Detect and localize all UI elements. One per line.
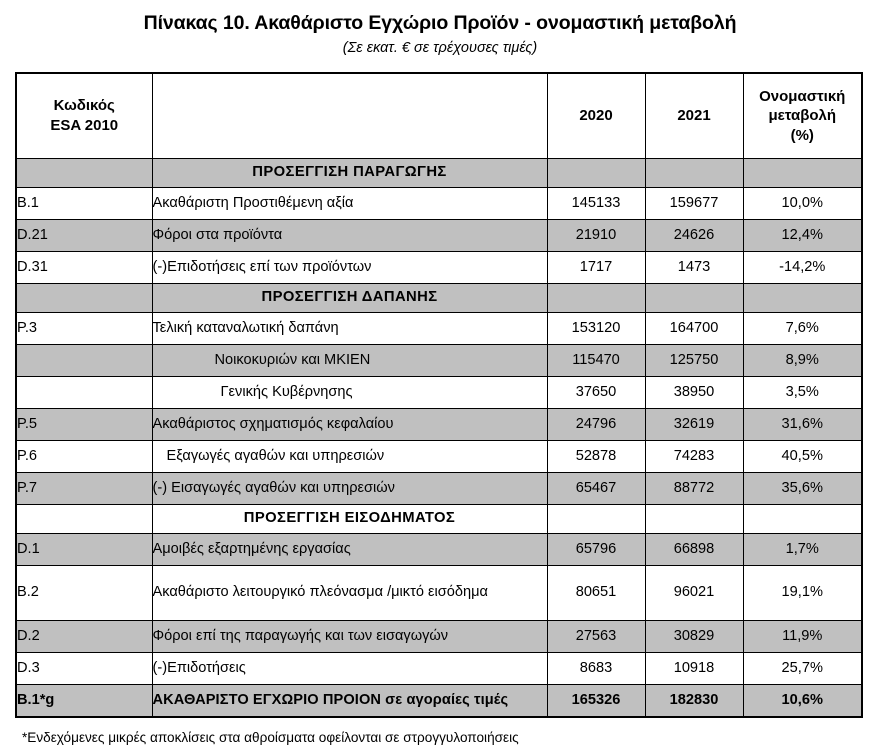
title-block xyxy=(0,0,880,58)
table-row xyxy=(16,440,862,472)
table-row xyxy=(16,251,862,283)
header-change-line1: Ονομαστική xyxy=(759,87,846,105)
cell-value-2021: 32619 xyxy=(645,408,743,440)
cell-value-2021 xyxy=(645,504,743,533)
cell-value-2020: 115470 xyxy=(547,344,645,376)
cell-value-2021: 10918 xyxy=(645,652,743,684)
cell-value-2020 xyxy=(547,283,645,312)
page-title: Πίνακας 10. Ακαθάριστο Εγχώριο Προϊόν - ονομαστική μεταβολή xyxy=(143,12,737,34)
cell-value-change: 10,6% xyxy=(743,684,862,717)
cell-value-2021: 24626 xyxy=(645,219,743,251)
cell-code xyxy=(16,376,152,408)
cell-code: D.1 xyxy=(16,533,152,565)
cell-value-change: 12,4% xyxy=(743,219,862,251)
table-header-row xyxy=(16,73,862,159)
gdp-table xyxy=(15,72,863,718)
cell-value-2020 xyxy=(547,158,645,187)
cell-description: Τελική καταναλωτική δαπάνη xyxy=(152,312,547,344)
cell-value-change: -14,2% xyxy=(743,251,862,283)
cell-code: D.21 xyxy=(16,219,152,251)
cell-code: P.6 xyxy=(16,440,152,472)
table-row xyxy=(16,472,862,504)
cell-value-2020: 37650 xyxy=(547,376,645,408)
cell-code xyxy=(16,158,152,187)
cell-value-change: 31,6% xyxy=(743,408,862,440)
cell-description: Φόροι επί της παραγωγής και των εισαγωγών xyxy=(152,620,547,652)
cell-value-change: 10,0% xyxy=(743,187,862,219)
cell-value-2021: 125750 xyxy=(645,344,743,376)
cell-value-2021: 96021 xyxy=(645,565,743,620)
table-row xyxy=(16,187,862,219)
cell-description: Γενικής Κυβέρνησης xyxy=(152,376,547,408)
table-container xyxy=(15,72,863,718)
cell-value-change: 40,5% xyxy=(743,440,862,472)
table-section-row xyxy=(16,158,862,187)
cell-description: Νοικοκυριών και ΜΚΙΕΝ xyxy=(152,344,547,376)
cell-value-2020: 65796 xyxy=(547,533,645,565)
cell-code: B.1 xyxy=(16,187,152,219)
header-cell-code xyxy=(16,73,152,159)
cell-value-change: 1,7% xyxy=(743,533,862,565)
table-row xyxy=(16,312,862,344)
header-code-line1: Κωδικός xyxy=(53,97,115,115)
table-section-row xyxy=(16,504,862,533)
cell-value-2020: 153120 xyxy=(547,312,645,344)
cell-value-2020: 8683 xyxy=(547,652,645,684)
table-row xyxy=(16,344,862,376)
cell-value-change: 35,6% xyxy=(743,472,862,504)
cell-description: (-) Εισαγωγές αγαθών και υπηρεσιών xyxy=(152,472,547,504)
cell-value-2020: 80651 xyxy=(547,565,645,620)
cell-description: Ακαθάριστο λειτουργικό πλεόνασμα /μικτό εισόδημα xyxy=(152,565,547,620)
cell-value-change: 25,7% xyxy=(743,652,862,684)
table-row xyxy=(16,620,862,652)
cell-value-2020: 21910 xyxy=(547,219,645,251)
cell-value-2020: 165326 xyxy=(547,684,645,717)
cell-code: D.2 xyxy=(16,620,152,652)
cell-code: P.3 xyxy=(16,312,152,344)
cell-value-2021 xyxy=(645,283,743,312)
cell-value-2021: 38950 xyxy=(645,376,743,408)
cell-value-change xyxy=(743,158,862,187)
cell-value-2020: 24796 xyxy=(547,408,645,440)
cell-value-2021: 30829 xyxy=(645,620,743,652)
cell-code: D.31 xyxy=(16,251,152,283)
cell-value-2021: 1473 xyxy=(645,251,743,283)
table-row xyxy=(16,219,862,251)
cell-value-change: 3,5% xyxy=(743,376,862,408)
cell-description: ΑΚΑΘΑΡΙΣΤΟ ΕΓΧΩΡΙΟ ΠΡΟΙΟΝ σε αγοραίες τιμές xyxy=(152,684,547,717)
header-change-line3: (%) xyxy=(790,126,814,144)
table-row xyxy=(16,533,862,565)
table-row xyxy=(16,684,862,717)
cell-value-2021: 159677 xyxy=(645,187,743,219)
cell-description: Αμοιβές εξαρτημένης εργασίας xyxy=(152,533,547,565)
cell-code xyxy=(16,504,152,533)
cell-description: Ακαθάριστος σχηματισμός κεφαλαίου xyxy=(152,408,547,440)
cell-description: Ακαθάριστη Προστιθέμενη αξία xyxy=(152,187,547,219)
cell-value-2021: 88772 xyxy=(645,472,743,504)
header-change-line2: μεταβολή xyxy=(768,107,837,125)
cell-value-change: 19,1% xyxy=(743,565,862,620)
table-row xyxy=(16,376,862,408)
header-code-line2: ESA 2010 xyxy=(50,116,119,134)
cell-description: ΠΡΟΣΕΓΓΙΣΗ ΔΑΠΑΝΗΣ xyxy=(152,283,547,312)
header-cell-year-2021: 2021 xyxy=(645,73,743,159)
header-cell-description xyxy=(152,73,547,159)
table-body xyxy=(16,158,862,717)
cell-value-change xyxy=(743,283,862,312)
cell-value-2020: 27563 xyxy=(547,620,645,652)
cell-description: Εξαγωγές αγαθών και υπηρεσιών xyxy=(152,440,547,472)
cell-code: P.5 xyxy=(16,408,152,440)
table-row xyxy=(16,565,862,620)
cell-code: P.7 xyxy=(16,472,152,504)
cell-value-2020: 52878 xyxy=(547,440,645,472)
cell-value-2021 xyxy=(645,158,743,187)
header-cell-change xyxy=(743,73,862,159)
cell-description: (-)Επιδοτήσεις xyxy=(152,652,547,684)
cell-value-2020: 145133 xyxy=(547,187,645,219)
cell-description: Φόροι στα προϊόντα xyxy=(152,219,547,251)
cell-value-2020: 1717 xyxy=(547,251,645,283)
table-footnote: *Ενδεχόμενες μικρές αποκλίσεις στα αθροίσματα οφείλονται σε στρογγυλοποιήσεις xyxy=(22,729,519,745)
cell-value-2021: 182830 xyxy=(645,684,743,717)
cell-description: ΠΡΟΣΕΓΓΙΣΗ ΕΙΣΟΔΗΜΑΤΟΣ xyxy=(152,504,547,533)
cell-value-change: 11,9% xyxy=(743,620,862,652)
header-cell-year-2020: 2020 xyxy=(547,73,645,159)
cell-value-2020 xyxy=(547,504,645,533)
cell-description: (-)Επιδοτήσεις επί των προϊόντων xyxy=(152,251,547,283)
cell-code xyxy=(16,283,152,312)
cell-value-change xyxy=(743,504,862,533)
page-subtitle: (Σε εκατ. € σε τρέχουσες τιμές) xyxy=(342,40,538,57)
table-row xyxy=(16,652,862,684)
cell-value-change: 7,6% xyxy=(743,312,862,344)
cell-value-2021: 164700 xyxy=(645,312,743,344)
cell-code: D.3 xyxy=(16,652,152,684)
cell-description: ΠΡΟΣΕΓΓΙΣΗ ΠΑΡΑΓΩΓΗΣ xyxy=(152,158,547,187)
table-section-row xyxy=(16,283,862,312)
cell-code: B.1*g xyxy=(16,684,152,717)
cell-code: B.2 xyxy=(16,565,152,620)
cell-value-change: 8,9% xyxy=(743,344,862,376)
cell-value-2020: 65467 xyxy=(547,472,645,504)
cell-value-2021: 66898 xyxy=(645,533,743,565)
cell-value-2021: 74283 xyxy=(645,440,743,472)
table-head xyxy=(16,73,862,159)
table-row xyxy=(16,408,862,440)
cell-code xyxy=(16,344,152,376)
